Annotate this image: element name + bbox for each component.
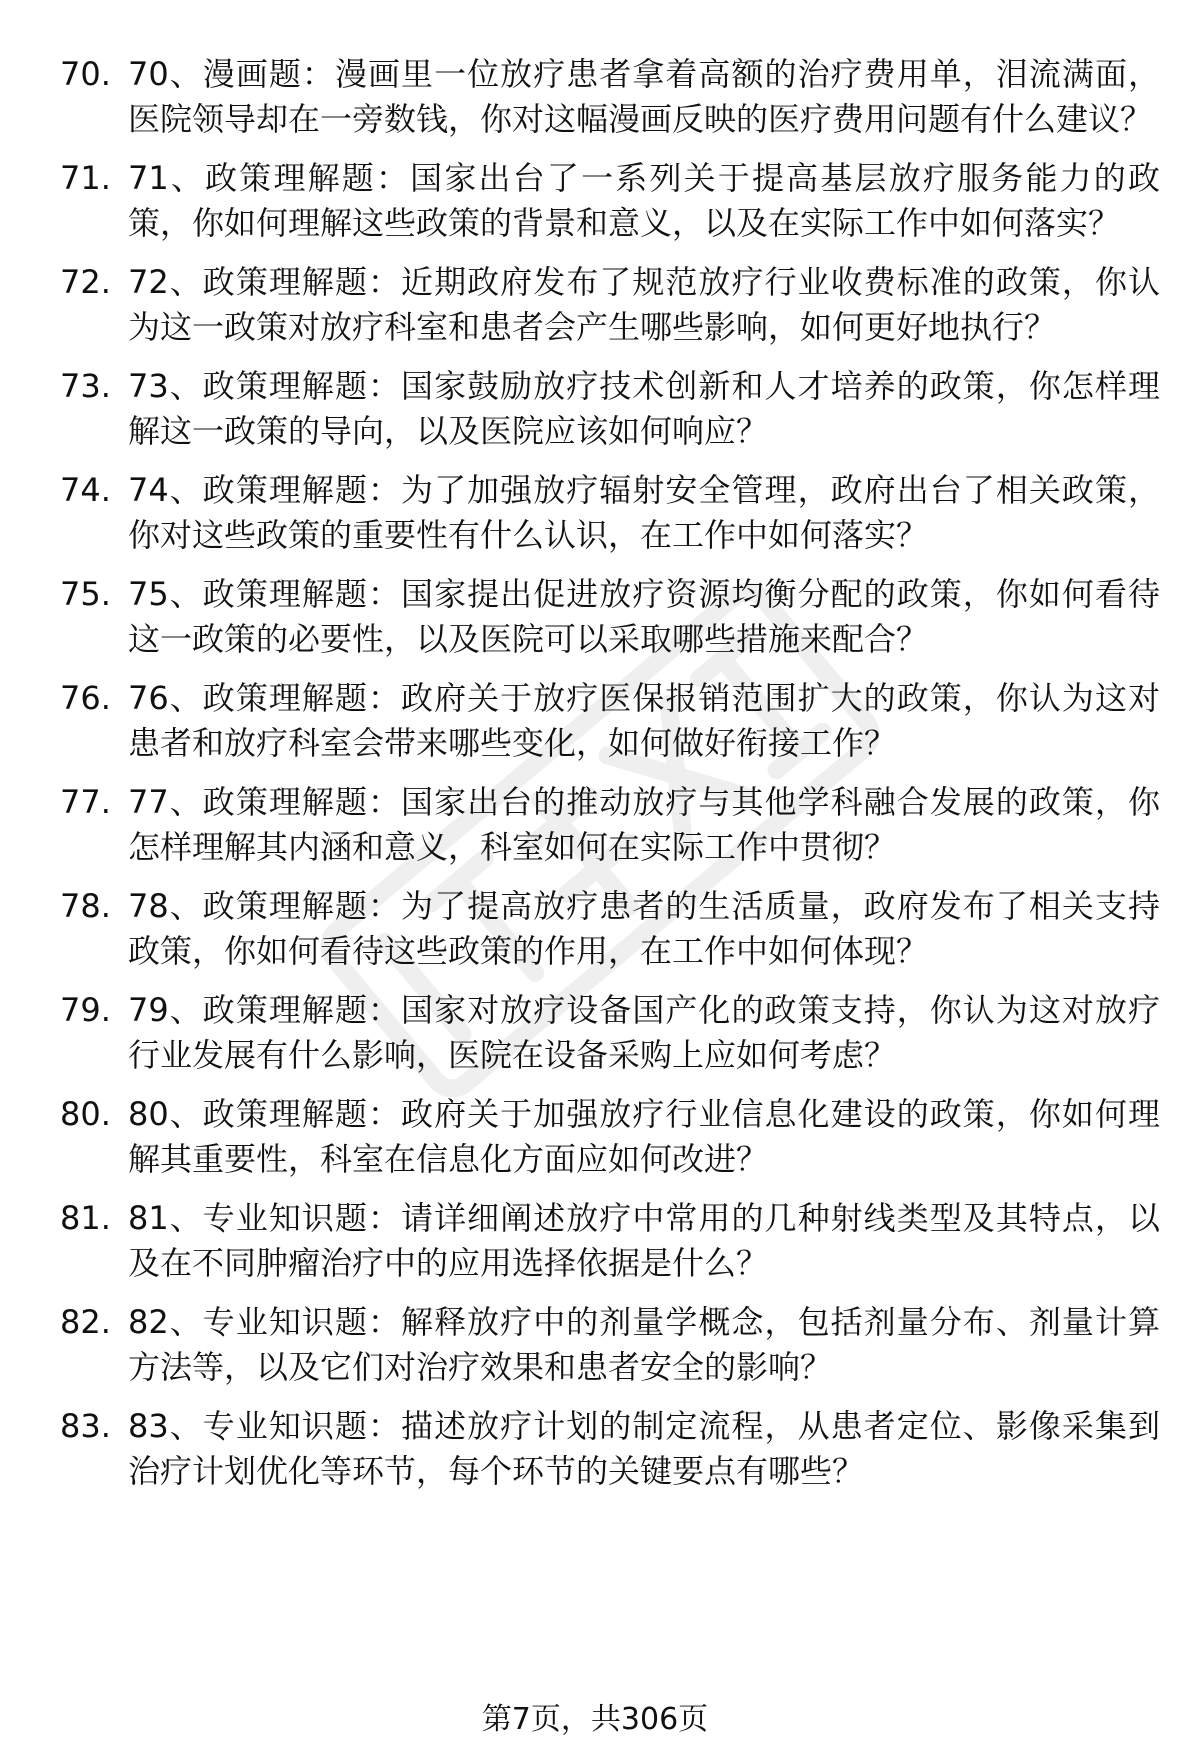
list-item — [60, 1404, 1160, 1494]
question-number: 82. — [60, 1303, 111, 1341]
question-number: 75. — [60, 575, 111, 613]
question-number: 70. — [60, 55, 111, 93]
question-text: 82、专业知识题：解释放疗中的剂量学概念，包括剂量分布、剂量计算方法等，以及它们对治疗效果和患者安全的影响？ — [128, 1303, 1160, 1386]
question-text: 72、政策理解题：近期政府发布了规范放疗行业收费标准的政策，你认为这一政策对放疗科室和患者会产生哪些影响，如何更好地执行？ — [128, 263, 1160, 346]
list-item — [60, 52, 1160, 142]
list-item — [60, 156, 1160, 246]
list-item — [60, 1092, 1160, 1182]
question-text: 79、政策理解题：国家对放疗设备国产化的政策支持，你认为这对放疗行业发展有什么影响，医院在设备采购上应如何考虑？ — [128, 991, 1160, 1074]
list-item — [60, 988, 1160, 1078]
question-number: 72. — [60, 263, 111, 301]
question-text: 75、政策理解题：国家提出促进放疗资源均衡分配的政策，你如何看待这一政策的必要性，以及医院可以采取哪些措施来配合？ — [128, 575, 1160, 658]
question-text: 77、政策理解题：国家出台的推动放疗与其他学科融合发展的政策，你怎样理解其内涵和意义，科室如何在实际工作中贯彻？ — [128, 783, 1160, 866]
page-number-footer: 第7页，共306页 — [481, 1702, 709, 1737]
question-text: 78、政策理解题：为了提高放疗患者的生活质量，政府发布了相关支持政策，你如何看待这些政策的作用，在工作中如何体现？ — [128, 887, 1160, 970]
question-text: 76、政策理解题：政府关于放疗医保报销范围扩大的政策，你认为这对患者和放疗科室会带来哪些变化，如何做好衔接工作？ — [128, 679, 1160, 762]
question-text: 74、政策理解题：为了加强放疗辐射安全管理，政府出台了相关政策，你对这些政策的重要性有什么认识，在工作中如何落实？ — [128, 471, 1160, 554]
question-number: 74. — [60, 471, 111, 509]
question-text: 70、漫画题：漫画里一位放疗患者拿着高额的治疗费用单，泪流满面，医院领导却在一旁数钱，你对这幅漫画反映的医疗费用问题有什么建议？ — [128, 55, 1160, 138]
question-text: 80、政策理解题：政府关于加强放疗行业信息化建设的政策，你如何理解其重要性，科室在信息化方面应如何改进？ — [128, 1095, 1160, 1178]
question-number: 80. — [60, 1095, 111, 1133]
list-item — [60, 468, 1160, 558]
question-number: 78. — [60, 887, 111, 925]
question-number: 71. — [60, 159, 111, 197]
question-number: 79. — [60, 991, 111, 1029]
question-list — [60, 52, 1160, 1508]
question-number: 81. — [60, 1199, 111, 1237]
list-item — [60, 260, 1160, 350]
list-item — [60, 884, 1160, 974]
question-text: 73、政策理解题：国家鼓励放疗技术创新和人才培养的政策，你怎样理解这一政策的导向，以及医院应该如何响应？ — [128, 367, 1160, 450]
list-item — [60, 780, 1160, 870]
list-item — [60, 1196, 1160, 1286]
question-number: 83. — [60, 1407, 111, 1445]
list-item — [60, 1300, 1160, 1390]
question-number: 73. — [60, 367, 111, 405]
question-number: 77. — [60, 783, 111, 821]
list-item — [60, 364, 1160, 454]
question-text: 83、专业知识题：描述放疗计划的制定流程，从患者定位、影像采集到治疗计划优化等环节，每个环节的关键要点有哪些？ — [128, 1407, 1160, 1490]
list-item — [60, 572, 1160, 662]
question-text: 81、专业知识题：请详细阐述放疗中常用的几种射线类型及其特点，以及在不同肿瘤治疗中的应用选择依据是什么？ — [128, 1199, 1160, 1282]
question-text: 71、政策理解题：国家出台了一系列关于提高基层放疗服务能力的政策，你如何理解这些政策的背景和意义，以及在实际工作中如何落实？ — [128, 159, 1160, 242]
question-number: 76. — [60, 679, 111, 717]
list-item — [60, 676, 1160, 766]
